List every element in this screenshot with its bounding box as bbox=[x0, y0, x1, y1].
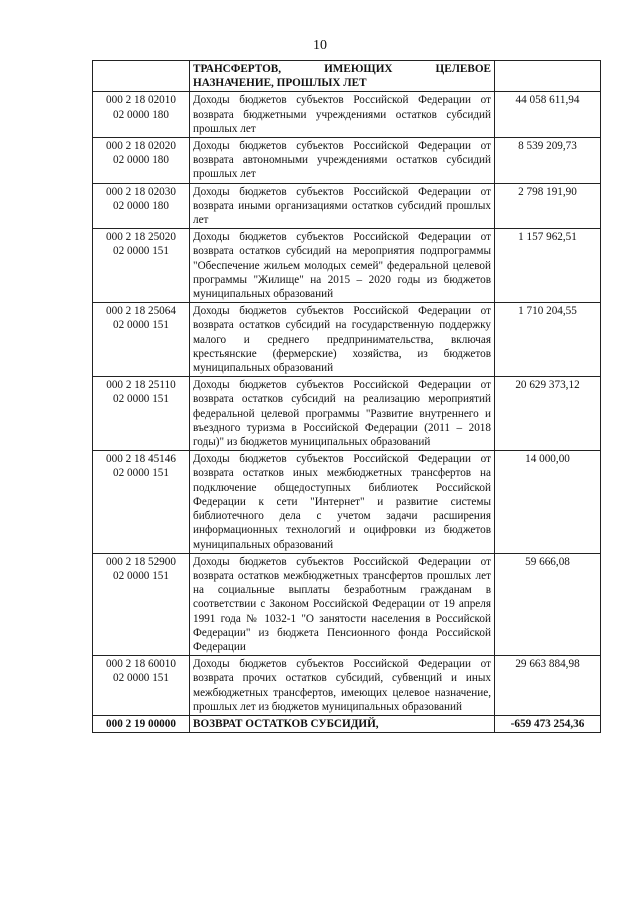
description-cell: Доходы бюджетов субъектов Российской Федерации от возврата прочих остатков субсидий, субвенций и иных межбюджетных трансфертов, имеющих целевое назначение, прошлых лет из бюджетов муниципальных образований bbox=[190, 656, 495, 716]
description-cell: Доходы бюджетов субъектов Российской Федерации от возврата остатков субсидий на мероприятия подпрограммы "Обеспечение жильем молодых семей" федеральной целевой программы "Жилище" на 2015 – 2020 годы из бюджетов муниципальных образований bbox=[190, 229, 495, 303]
description-cell: Доходы бюджетов субъектов Российской Федерации от возврата остатков субсидий на реализацию мероприятий федеральной целевой программы "Развитие внутреннего и въездного туризма в Российской Федерации (2011 – 2018 годы)" из бюджетов муниципальных образований bbox=[190, 377, 495, 451]
table-row bbox=[93, 183, 601, 229]
description-cell: Доходы бюджетов субъектов Российской Федерации от возврата остатков иных межбюджетных трансфертов на подключение общедоступных библиотек Российской Федерации к сети "Интернет" и развитие системы библиотечного дела с учетом задачи расширения информационных технологий и оцифровки из бюджетов муниципальных образований bbox=[190, 451, 495, 553]
amount-cell: 59 666,08 bbox=[495, 553, 601, 655]
table-row bbox=[93, 451, 601, 553]
description-cell: Доходы бюджетов субъектов Российской Федерации от возврата остатков субсидий на государственную поддержку малого и среднего предпринимательства, включая крестьянские (фермерские) хозяйства, из бюджетов муниципальных образований bbox=[190, 303, 495, 377]
amount-cell: 20 629 373,12 bbox=[495, 377, 601, 451]
table-row bbox=[93, 553, 601, 655]
table-row bbox=[93, 377, 601, 451]
budget-code-cell: 000 2 19 00000 bbox=[93, 715, 190, 732]
budget-code-cell: 000 2 18 60010 02 0000 151 bbox=[93, 656, 190, 716]
budget-code-cell: 000 2 18 02020 02 0000 180 bbox=[93, 138, 190, 184]
table-row bbox=[93, 92, 601, 138]
table-row bbox=[93, 138, 601, 184]
amount-cell: -659 473 254,36 bbox=[495, 715, 601, 732]
amount-cell bbox=[495, 61, 601, 92]
budget-code-cell: 000 2 18 25020 02 0000 151 bbox=[93, 229, 190, 303]
table-row bbox=[93, 303, 601, 377]
amount-cell: 1 710 204,55 bbox=[495, 303, 601, 377]
description-cell: ВОЗВРАТ ОСТАТКОВ СУБСИДИЙ, bbox=[190, 715, 495, 732]
budget-code-cell: 000 2 18 52900 02 0000 151 bbox=[93, 553, 190, 655]
description-cell: ТРАНСФЕРТОВ, ИМЕЮЩИХ ЦЕЛЕВОЕ НАЗНАЧЕНИЕ, ПРОШЛЫХ ЛЕТ bbox=[190, 61, 495, 92]
description-cell: Доходы бюджетов субъектов Российской Федерации от возврата остатков межбюджетных трансфертов прошлых лет на социальные выплаты безработным гражданам в соответствии с Законом Российской Федерации от 19 апреля 1991 года № 1032-1 "О занятости населения в Российской Федерации" из бюджета Пенсионного фонда Российской Федерации bbox=[190, 553, 495, 655]
budget-code-cell: 000 2 18 45146 02 0000 151 bbox=[93, 451, 190, 553]
revenue-table bbox=[92, 60, 601, 733]
budget-code-cell: 000 2 18 02010 02 0000 180 bbox=[93, 92, 190, 138]
budget-code-cell: 000 2 18 25064 02 0000 151 bbox=[93, 303, 190, 377]
description-cell: Доходы бюджетов субъектов Российской Федерации от возврата бюджетными учреждениями остатков субсидий прошлых лет bbox=[190, 92, 495, 138]
amount-cell: 8 539 209,73 bbox=[495, 138, 601, 184]
table-row bbox=[93, 656, 601, 716]
description-cell: Доходы бюджетов субъектов Российской Федерации от возврата иными организациями остатков субсидий прошлых лет bbox=[190, 183, 495, 229]
amount-cell: 2 798 191,90 bbox=[495, 183, 601, 229]
budget-code-cell: 000 2 18 25110 02 0000 151 bbox=[93, 377, 190, 451]
amount-cell: 14 000,00 bbox=[495, 451, 601, 553]
budget-code-cell: 000 2 18 02030 02 0000 180 bbox=[93, 183, 190, 229]
amount-cell: 1 157 962,51 bbox=[495, 229, 601, 303]
budget-code-cell bbox=[93, 61, 190, 92]
table-row bbox=[93, 715, 601, 732]
page-number: 10 bbox=[313, 38, 327, 53]
table-row bbox=[93, 61, 601, 92]
amount-cell: 29 663 884,98 bbox=[495, 656, 601, 716]
description-cell: Доходы бюджетов субъектов Российской Федерации от возврата автономными учреждениями остатков субсидий прошлых лет bbox=[190, 138, 495, 184]
table-row bbox=[93, 229, 601, 303]
amount-cell: 44 058 611,94 bbox=[495, 92, 601, 138]
